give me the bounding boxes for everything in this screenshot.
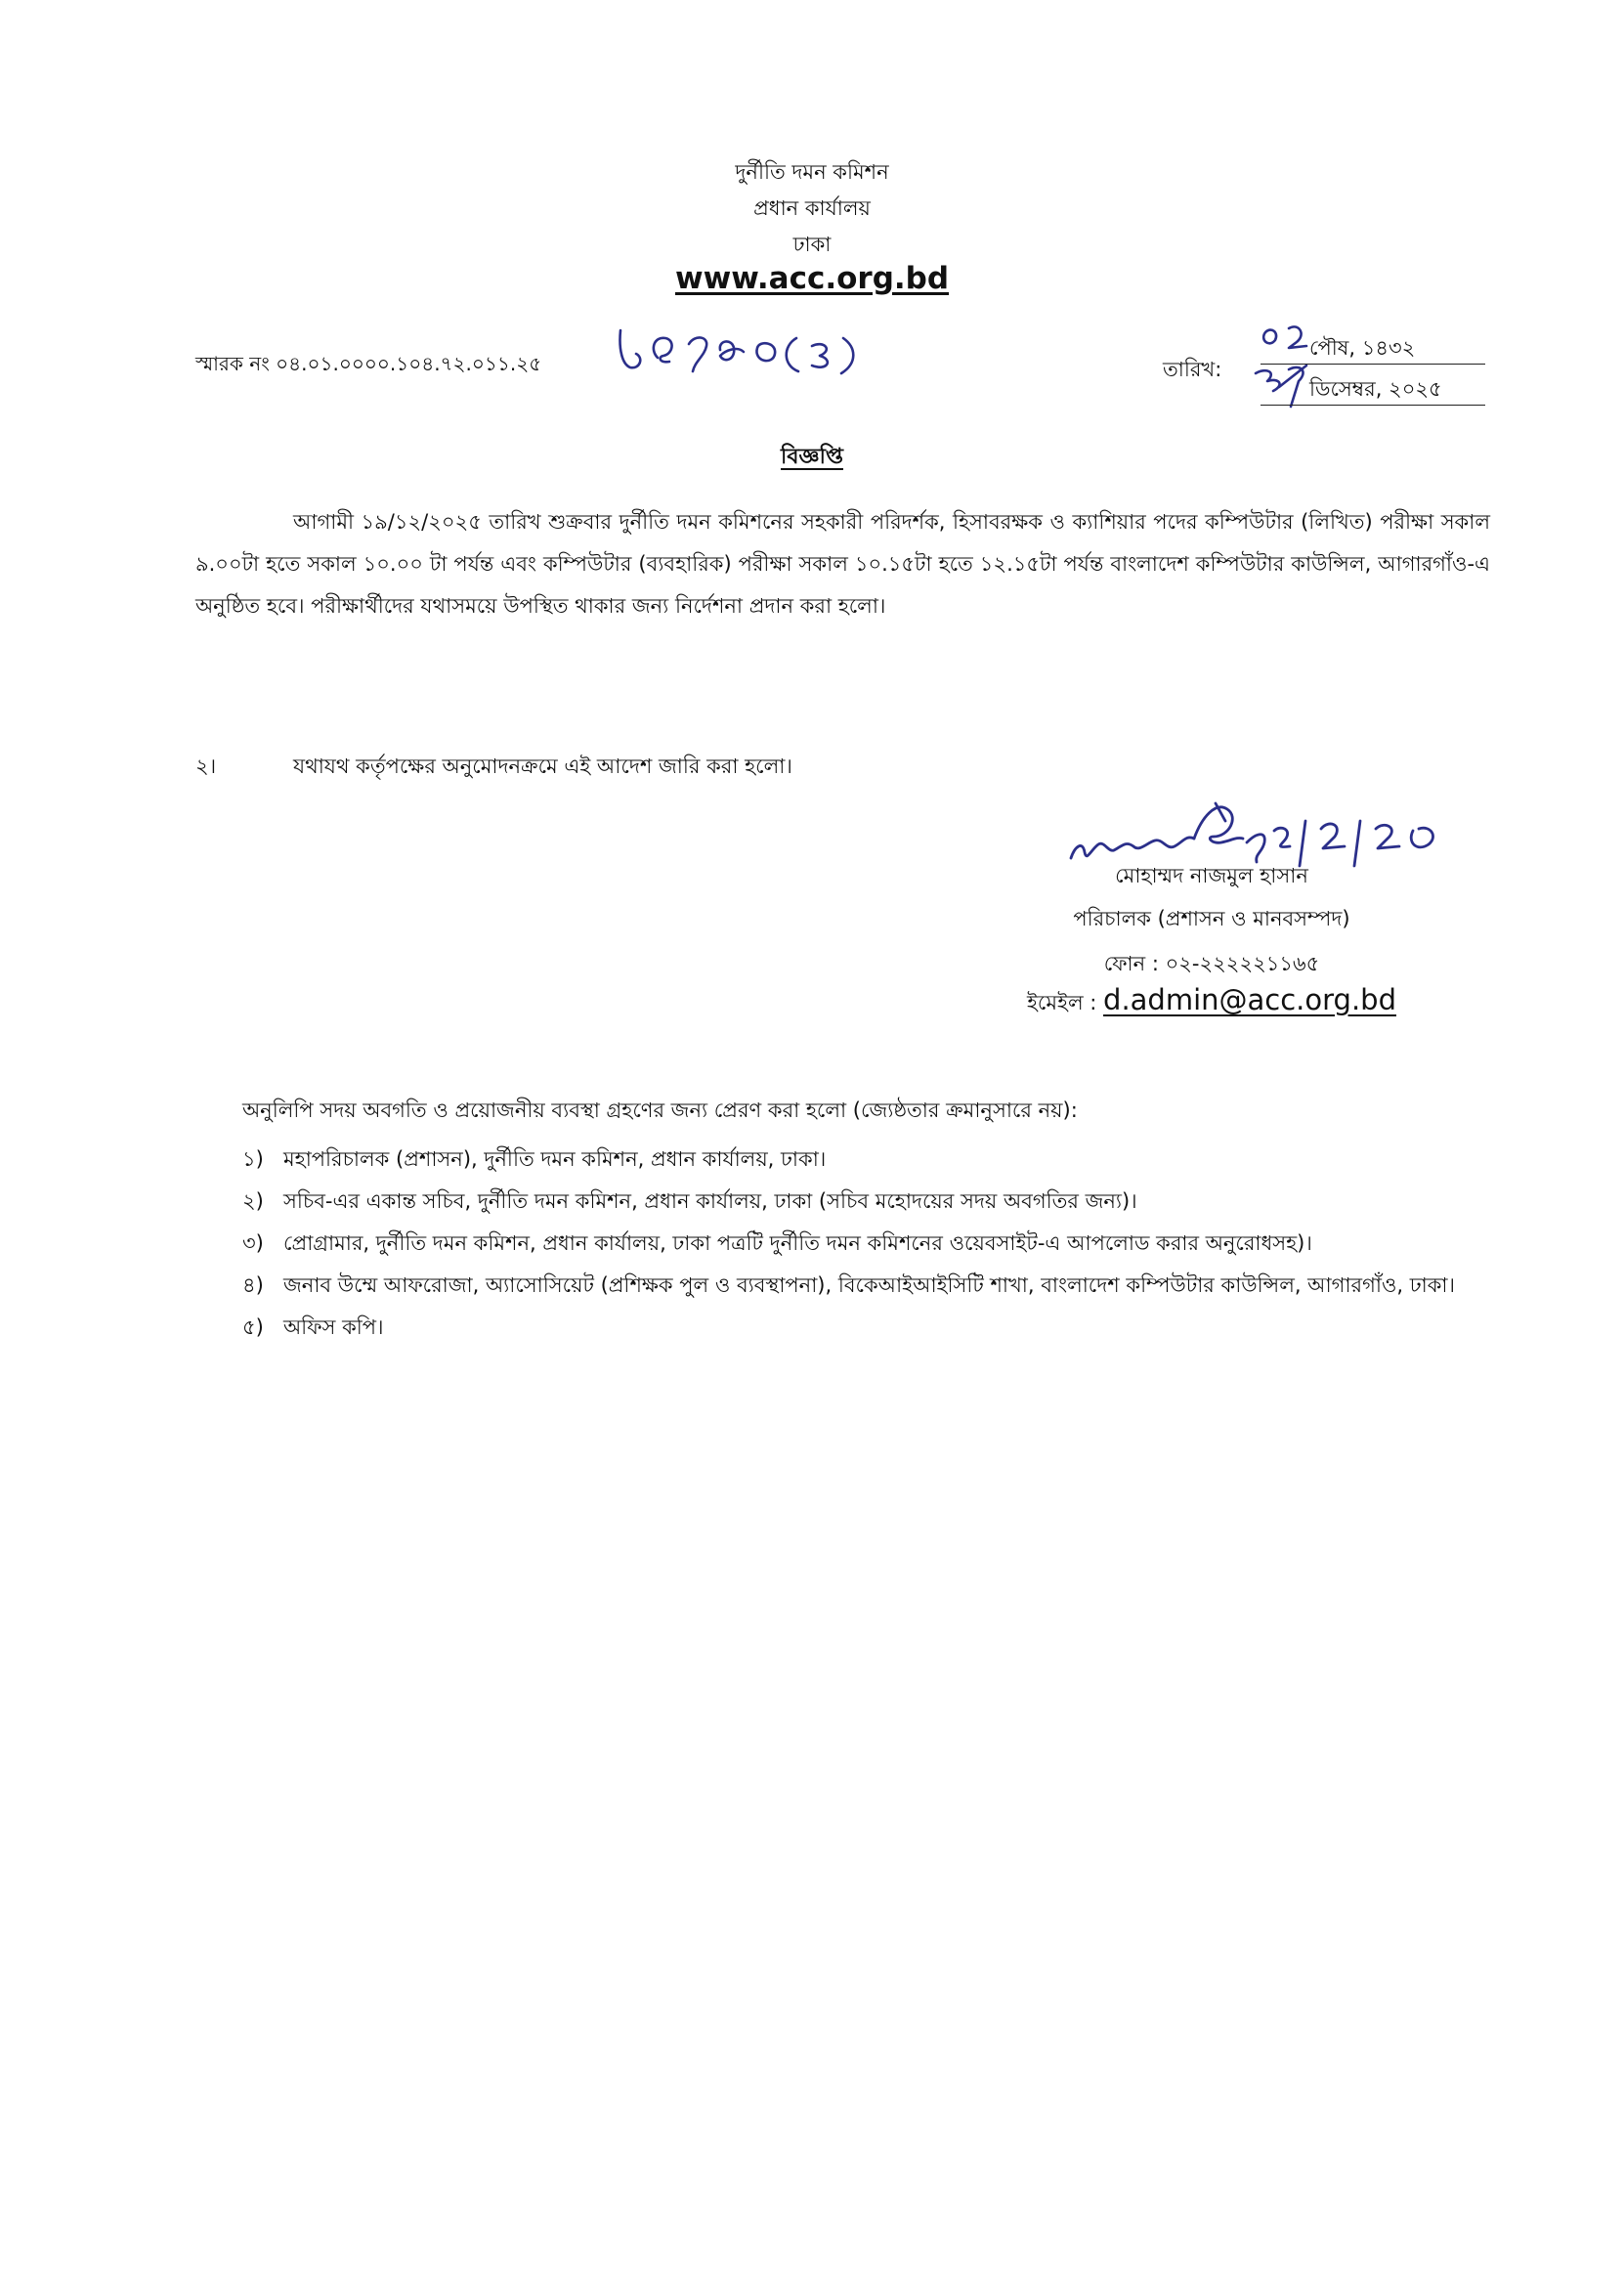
list-item: ৫) অফিস কপি।: [242, 1315, 384, 1339]
list-item: ১) মহাপরিচালক (প্রশাসন), দুর্নীতি দমন কমিশন, প্রধান কার্যালয়, ঢাকা।: [242, 1147, 827, 1171]
signatory-email-row: [958, 983, 1466, 1021]
point-number: ২।: [195, 754, 217, 778]
email-label: ইমেইল :: [1027, 991, 1104, 1014]
date-underline: [1261, 405, 1485, 406]
copy-intro: অনুলিপি সদয় অবগতি ও প্রয়োজনীয় ব্যবস্থা গ্রহণের জন্য প্রেরণ করা হলো (জ্যেষ্ঠতার ক্রমানুসারে নয়):: [242, 1099, 1078, 1122]
signatory-designation: পরিচালক (প্রশাসন ও মানবসম্পদ): [1073, 907, 1350, 930]
notice-paragraph: আগামী ১৯/১২/২০২৫ তারিখ শুক্রবার দুর্নীতি দমন কমিশনের সহকারী পরিদর্শক, হিসাবরক্ষক ও ক্যাশিয়ার পদের কম্পিউটার (লিখিত) পরীক্ষা সকাল ৯.০০টা হতে সকাল ১০.০০ টা পর্যন্ত এবং কম্পিউটার (ব্যবহারিক) পরীক্ষা সকাল ১০.১৫টা হতে ১২.১৫টা পর্যন্ত বাংলাদেশ কম্পিউটার কাউন্সিল, আগারগাঁও-এ অনুষ্ঠিত হবে। পরীক্ষার্থীদের যথাসময়ে উপস্থিত থাকার জন্য নির্দেশনা প্রদান করা হলো।: [195, 510, 1490, 618]
memo-number: স্মারক নং ০৪.০১.০০০০.১০৪.৭২.০১১.২৫: [195, 352, 542, 375]
city-name: ঢাকা: [792, 233, 832, 256]
date-bangla: পৌষ, ১৪৩২: [1309, 336, 1416, 360]
signatory-name: মোহাম্মদ নাজমুল হাসান: [1115, 864, 1308, 887]
point-text: যথাযথ কর্তৃপক্ষের অনুমোদনক্রমে এই আদেশ জারি করা হলো।: [293, 754, 792, 778]
website-link[interactable]: www.acc.org.bd: [674, 261, 950, 296]
handwritten-memo-number: [611, 311, 923, 389]
notice-point-2: [195, 751, 1466, 785]
date-divider: [1261, 364, 1485, 365]
copy-list: [242, 1139, 1488, 1349]
date-label: তারিখ:: [1163, 358, 1222, 381]
date-gregorian: ডিসেম্বর, ২০২৫: [1309, 377, 1442, 401]
notice-title: বিজ্ঞপ্তি: [781, 445, 843, 469]
list-item: ৪) জনাব উম্মে আফরোজা, অ্যাসোসিয়েট (প্রশিক্ষক পুল ও ব্যবস্থাপনা), বিকেআইআইসিটি শাখা, বাংলাদেশ কম্পিউটার কাউন্সিল, আগারগাঁও, ঢাকা।: [242, 1273, 1456, 1297]
signatory-phone: ফোন : ০২-২২২২২১১৬৫: [1103, 952, 1320, 975]
org-name: দুর্নীতি দমন কমিশন: [735, 160, 889, 184]
office-name: প্রধান কার্যালয়: [753, 196, 871, 220]
list-item: ২) সচিব-এর একান্ত সচিব, দুর্নীতি দমন কমিশন, প্রধান কার্যালয়, ঢাকা (সচিব মহোদয়ের সদয় অবগতির জন্য)।: [242, 1189, 1137, 1213]
list-item: ৩) প্রোগ্রামার, দুর্নীতি দমন কমিশন, প্রধান কার্যালয়, ঢাকা পত্রটি দুর্নীতি দমন কমিশনের ওয়েবসাইট-এ আপলোড করার অনুরোধসহ)।: [242, 1231, 1312, 1255]
email-link[interactable]: d.admin@acc.org.bd: [1103, 983, 1396, 1016]
